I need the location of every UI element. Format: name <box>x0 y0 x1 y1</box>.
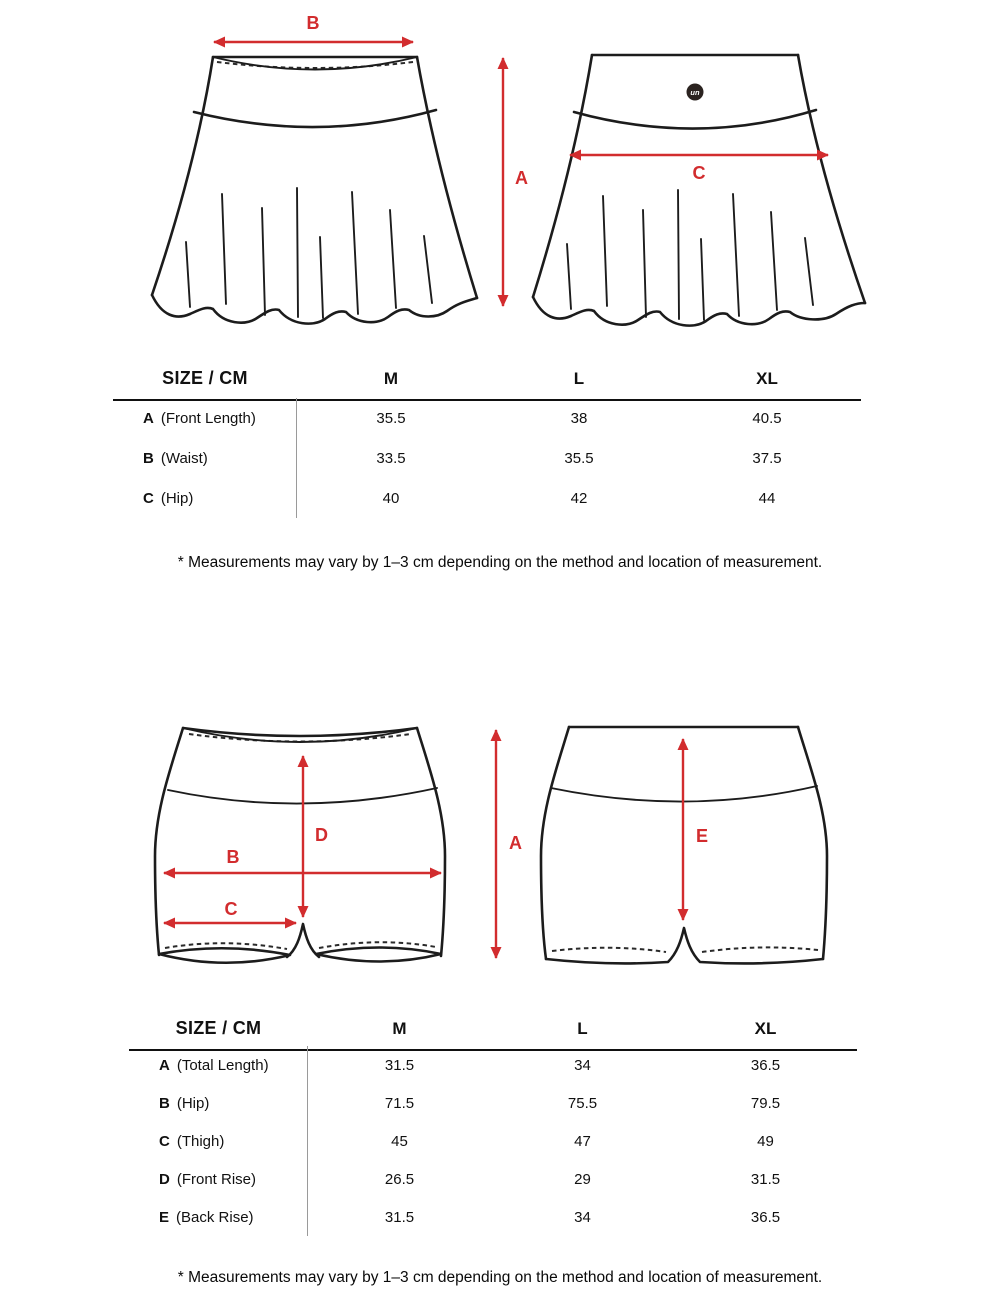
measurement-note: * Measurements may vary by 1–3 cm depending on the method and location of measurement. <box>177 1269 823 1286</box>
size-col-header-l: L <box>485 358 673 401</box>
brand-logo-text: un <box>690 88 700 97</box>
cell-value: 79.5 <box>750 1094 781 1112</box>
skirt-front-drawing <box>152 57 477 324</box>
cell-value: 75.5 <box>567 1094 598 1112</box>
cell-value: 36.5 <box>750 1208 781 1226</box>
cell-value: 40.5 <box>752 409 782 427</box>
cell-value: 71.5 <box>384 1094 415 1112</box>
row-label: B (Hip) <box>129 1084 308 1122</box>
skirt-length-label: A <box>515 168 528 188</box>
shorts-back-rise-label: E <box>696 826 709 846</box>
skirt-size-table <box>113 358 861 518</box>
cell-value: 36.5 <box>750 1056 781 1074</box>
shorts-front-drawing <box>155 728 445 963</box>
cell-value: 26.5 <box>384 1170 415 1188</box>
row-label: C (Hip) <box>113 478 297 518</box>
shorts-hip-label: B <box>226 847 240 867</box>
shorts-size-table <box>129 1008 857 1236</box>
row-label: E (Back Rise) <box>129 1198 308 1236</box>
size-col-header-m: M <box>297 358 485 401</box>
cell-value: 42 <box>570 489 588 507</box>
cell-value: 35.5 <box>376 409 406 427</box>
row-label: A (Total Length) <box>129 1046 308 1084</box>
cell-value: 31.5 <box>384 1056 415 1074</box>
row-label: D (Front Rise) <box>129 1160 308 1198</box>
cell-value: 34 <box>574 1056 591 1074</box>
size-col-header-l: L <box>491 1008 674 1051</box>
skirt-back-drawing <box>533 55 865 326</box>
shorts-total-length-label: A <box>509 833 522 853</box>
shorts-thigh-label: C <box>224 899 238 919</box>
cell-value: 44 <box>758 489 776 507</box>
size-unit-header: SIZE / CM <box>129 1008 308 1051</box>
row-label: A (Front Length) <box>113 398 297 438</box>
size-col-header-xl: XL <box>673 358 861 401</box>
cell-value: 31.5 <box>750 1170 781 1188</box>
row-label: B (Waist) <box>113 438 297 478</box>
size-unit-header: SIZE / CM <box>113 358 297 401</box>
cell-value: 34 <box>574 1208 591 1226</box>
cell-value: 37.5 <box>752 449 782 467</box>
cell-value: 29 <box>574 1170 591 1188</box>
shorts-diagram <box>0 700 1000 1000</box>
cell-value: 40 <box>382 489 400 507</box>
size-col-header-m: M <box>308 1008 491 1051</box>
skirt-waist-label: B <box>306 13 320 33</box>
row-label: C (Thigh) <box>129 1122 308 1160</box>
measurement-note: * Measurements may vary by 1–3 cm depending on the method and location of measurement. <box>177 554 823 571</box>
cell-value: 31.5 <box>384 1208 415 1226</box>
cell-value: 49 <box>757 1132 774 1150</box>
size-col-header-xl: XL <box>674 1008 857 1051</box>
cell-value: 35.5 <box>564 449 594 467</box>
cell-value: 38 <box>570 409 588 427</box>
shorts-front-rise-label: D <box>315 825 328 845</box>
cell-value: 47 <box>574 1132 591 1150</box>
cell-value: 45 <box>391 1132 408 1150</box>
skirt-diagram <box>0 0 1000 350</box>
skirt-hip-label: C <box>692 163 706 183</box>
cell-value: 33.5 <box>376 449 406 467</box>
